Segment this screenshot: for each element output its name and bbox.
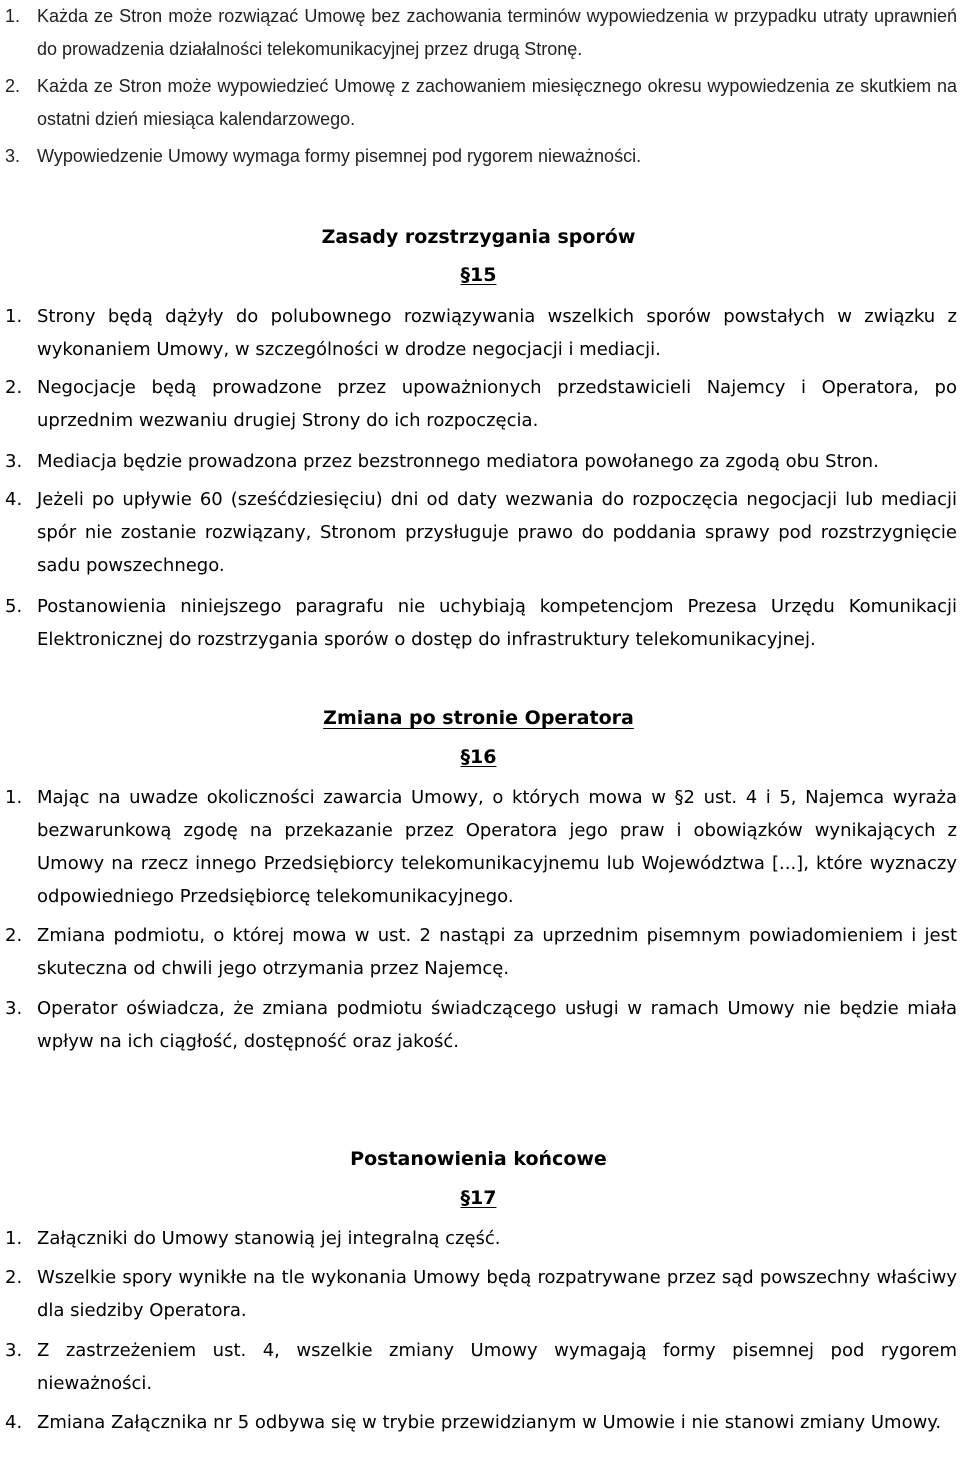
item-text: Jeżeli po upływie 60 (sześćdziesięciu) dni od daty wezwania do rozpoczęcia negocjacji lub mediacji spór nie zostanie rozwiązany, Stronom przysługuje prawo do poddania sprawy pod rozstrzygnięcie sadu powszechnego. — [37, 489, 957, 576]
list-item — [0, 1222, 957, 1255]
item-number: 3. — [5, 451, 23, 472]
item-number: 2. — [5, 925, 23, 946]
list-item — [0, 445, 957, 478]
item-number: 1. — [5, 1228, 23, 1249]
paragraph-number — [0, 260, 957, 290]
item-text: Operator oświadcza, że zmiana podmiotu świadczącego usługi w ramach Umowy nie będzie miała wpływ na ich ciągłość, dostępność oraz jakość. — [37, 998, 957, 1052]
list-item — [0, 1406, 957, 1439]
list-item — [0, 1334, 957, 1400]
item-number: 3. — [5, 146, 21, 166]
list-item — [0, 1261, 957, 1327]
item-text: Każda ze Stron może rozwiązać Umowę bez zachowania terminów wypowiedzenia w przypadku utraty uprawnień do prowadzenia działalności telekomunikacyjnej przez drugą Stronę. — [37, 6, 957, 59]
list-item — [0, 0, 957, 66]
section-title — [0, 1144, 957, 1174]
item-number: 1. — [5, 6, 21, 26]
item-text: Zmiana podmiotu, o której mowa w ust. 2 nastąpi za uprzednim pisemnym powiadomieniem i jest skuteczna od chwili jego otrzymania przez Najemcę. — [37, 925, 957, 979]
list-item — [0, 483, 957, 582]
item-number: 2. — [5, 1267, 23, 1288]
item-text: Załączniki do Umowy stanowią jej integralną część. — [37, 1228, 501, 1249]
section-title — [0, 703, 957, 733]
section-title-text: Zmiana po stronie Operatora — [323, 707, 634, 729]
item-text: Z zastrzeżeniem ust. 4, wszelkie zmiany Umowy wymagają formy pisemnej pod rygorem nieważności. — [37, 1340, 957, 1394]
paragraph-number — [0, 1183, 957, 1213]
item-text: Zmiana Załącznika nr 5 odbywa się w trybie przewidzianym w Umowie i nie stanowi zmiany Umowy. — [37, 1412, 942, 1433]
item-number: 1. — [5, 787, 23, 808]
item-number: 1. — [5, 306, 23, 327]
paragraph-number-text: §15 — [460, 264, 497, 286]
item-number: 5. — [5, 596, 23, 617]
section-title-text: Postanowienia końcowe — [350, 1148, 607, 1170]
item-text: Strony będą dążyły do polubownego rozwiązywania wszelkich sporów powstałych w związku z wykonaniem Umowy, w szczególności w drodze negocjacji i mediacji. — [37, 306, 957, 360]
paragraph-number-text: §16 — [460, 746, 497, 768]
list-item — [0, 992, 957, 1058]
paragraph-number-text: §17 — [460, 1187, 497, 1209]
item-text: Każda ze Stron może wypowiedzieć Umowę z zachowaniem miesięcznego okresu wypowiedzenia ze skutkiem na ostatni dzień miesiąca kalendarzowego. — [37, 76, 957, 129]
list-item — [0, 140, 957, 173]
item-text: Mediacja będzie prowadzona przez bezstronnego mediatora powołanego za zgodą obu Stron. — [37, 451, 879, 472]
section-title-text: Zasady rozstrzygania sporów — [321, 226, 636, 248]
list-item — [0, 300, 957, 366]
list-item — [0, 590, 957, 656]
item-number: 4. — [5, 489, 23, 510]
list-item — [0, 371, 957, 437]
item-number: 3. — [5, 1340, 23, 1361]
item-text: Negocjacje będą prowadzone przez upoważnionych przedstawicieli Najemcy i Operatora, po uprzednim wezwaniu drugiej Strony do ich rozpoczęcia. — [37, 377, 957, 431]
item-text: Wypowiedzenie Umowy wymaga formy pisemnej pod rygorem nieważności. — [37, 146, 642, 166]
list-item — [0, 919, 957, 985]
item-text: Postanowienia niniejszego paragrafu nie uchybiają kompetencjom Prezesa Urzędu Komunikacji Elektronicznej do rozstrzygania sporów o dostęp do infrastruktury telekomunikacyjnej. — [37, 596, 957, 650]
item-number: 3. — [5, 998, 23, 1019]
item-text: Wszelkie spory wynikłe na tle wykonania Umowy będą rozpatrywane przez sąd powszechny właściwy dla siedziby Operatora. — [37, 1267, 957, 1321]
section-title — [0, 222, 957, 252]
list-item — [0, 781, 957, 913]
item-number: 2. — [5, 377, 23, 398]
paragraph-number — [0, 742, 957, 772]
item-number: 2. — [5, 76, 21, 96]
list-item — [0, 70, 957, 136]
item-text: Mając na uwadze okoliczności zawarcia Umowy, o których mowa w §2 ust. 4 i 5, Najemca wyraża bezwarunkową zgodę na przekazanie przez Operatora jego praw i obowiązków wynikających z Umowy na rzecz innego Przedsiębiorcy telekomunikacyjnemu lub Województwa [...], które wyznaczy odpowiedniego Przedsiębiorcę telekomunikacyjnego. — [37, 787, 957, 907]
item-number: 4. — [5, 1412, 23, 1433]
